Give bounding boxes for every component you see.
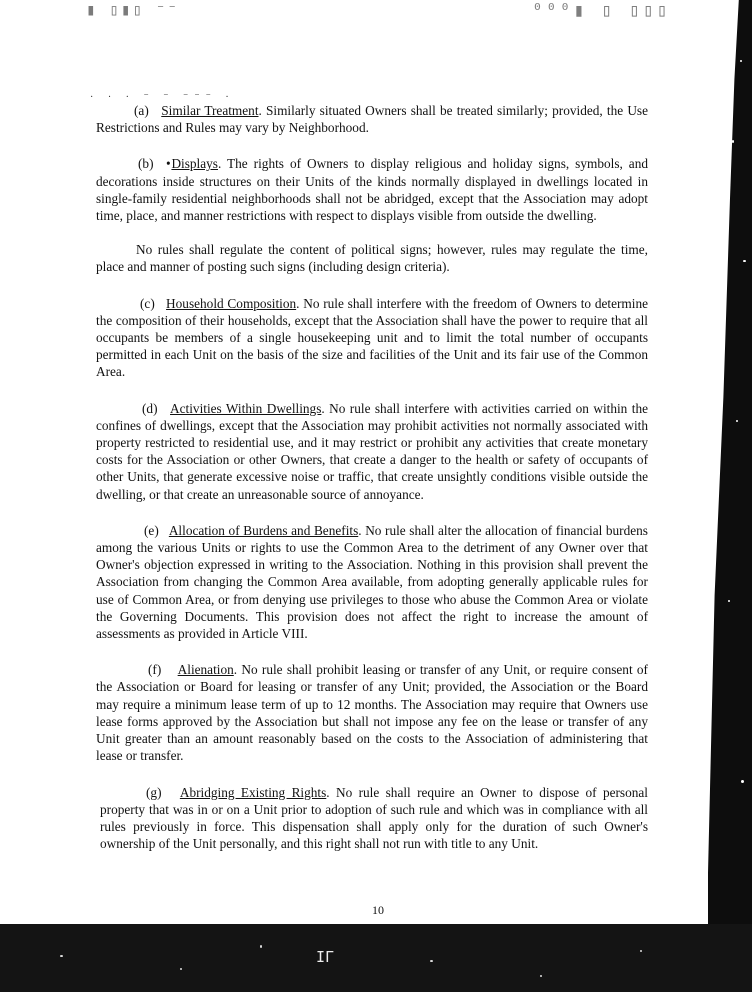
scan-speck [180, 968, 182, 970]
scan-speck [260, 945, 262, 948]
page-number: 10 [372, 903, 384, 917]
paragraph-b-note [96, 241, 648, 275]
paragraph-f-body: . No rule shall prohibit leasing or transfer of any Unit, or require consent of the Association or Board for leasing or transfer of any Unit; provided, the Association or the Board may require a minimum lease term of up to 12 months. The Association may require that Owners use lease forms approved by the Association but shall not impose any fee on the lease or transfer of any Unit greater than an amount reasonably based on the costs to the Association of administering that lease or transfer. [96, 662, 648, 764]
paragraph-f-title: Alienation [177, 662, 234, 678]
paragraph-d-body: . No rule shall interfere with activities carried on within the confines of dwellings, except that the Association may prohibit activities not normally associated with property restricted to residential use, and it may restrict or prohibit any activities that create monetary costs for the Association or other Owners, that create a danger to the health or safety of occupants of other Units, that generate excessive noise or traffic, that create unsightly conditions visible outside the dwelling, or that create an unreasonable source of annoyance. [96, 400, 648, 502]
scan-footer-mark: ΙΓ [316, 948, 335, 966]
paragraph-c [96, 295, 648, 381]
scan-speck [60, 955, 63, 957]
scan-speck [732, 140, 734, 143]
paragraph-a-title: Similar Treatment [161, 103, 259, 118]
paragraph-b [96, 155, 648, 224]
paragraph-d-title: Activities Within Dwellings [170, 400, 322, 416]
paragraph-e-title: Allocation of Burdens and Benefits [168, 522, 359, 538]
paragraph-g [96, 784, 648, 853]
scan-speck [740, 60, 742, 62]
paragraph-b-title: Displays [171, 156, 218, 172]
paragraph-e-body: . No rule shall alter the allocation of financial burdens among the various Units or rights to use the Common Area to the detriment of any Owner over that Owner's objection expressed in writing to the Association. Nothing in this provision shall prevent the Association from changing the Common Area available, from adopting generally applicable rules for use of Common Area, or from denying use privileges to those who abuse the Common Area or violate the Governing Documents. This provision does not affect the right to increase the amount of assessments as provided in Article VIII. [96, 522, 648, 642]
scan-stamp-left: ▮ ▯▮▯ ⁻⁻ [86, 0, 180, 19]
paragraph-f-label: (f) [148, 662, 162, 678]
paragraph-b-bullet: • [166, 156, 171, 172]
paragraph-b-label: (b) [138, 156, 154, 172]
paragraph-e-label: (e) [144, 522, 159, 538]
paragraph-c-body: . No rule shall interfere with the freedom of Owners to determine the composition of their households, except that the Association shall have the power to require that all occupants be members of a single housekeeping unit and to limit the total number of occupants permitted in each Unit on the basis of the size and facilities of the Unit and its fair use of the Common Area. [96, 295, 648, 380]
scan-speck [430, 960, 433, 962]
paragraph-f [96, 661, 648, 764]
scan-bottom-shadow [0, 924, 752, 992]
scan-dash-marks: · · · ⁻ ⁻ ⁻⁻⁻ · [90, 92, 235, 103]
paragraph-a [96, 102, 648, 136]
paragraph-a-label: (a) [134, 103, 149, 118]
scan-speck [640, 950, 642, 952]
paragraph-c-title: Household Composition [166, 295, 297, 311]
paragraph-g-title: Abridging Existing Rights [179, 784, 327, 800]
scan-speck [728, 600, 730, 602]
paragraph-b-note-body: No rules shall regulate the content of political signs; however, rules may regulate the time, place and manner of posting such signs (including design criteria). [96, 242, 648, 275]
document-body [96, 102, 648, 852]
paragraph-g-body: . No rule shall require an Owner to dispose of personal property that was in or on a Unit prior to adoption of such rule and which was in compliance with all rules previously in force. This dispensation shall apply only for the duration of such Owner's ownership of the Unit personally, and this right shall not run with title to any Unit. [100, 784, 648, 852]
paragraph-c-label: (c) [140, 295, 155, 311]
scan-stamp-right: ⁰⁰⁰▮ ▯ ▯▯▯ [532, 0, 671, 21]
paragraph-e [96, 522, 648, 642]
paragraph-a-body: . Similarly situated Owners shall be treated similarly; provided, the Use Restrictions and Rules may vary by Neighborhood. [96, 103, 648, 136]
paragraph-g-label: (g) [146, 784, 162, 800]
scan-speck [736, 420, 738, 422]
scan-speck [741, 780, 744, 783]
scan-speck [743, 260, 746, 262]
paragraph-b-body: . The rights of Owners to display religious and holiday signs, symbols, and decorations inside structures on their Units of the kinds normally displayed in dwellings located in single-family residential neighborhoods shall not be abridged, except that the Association may adopt time, place, and manner restrictions with respect to displays visible from outside the dwelling. [96, 156, 648, 224]
paragraph-d [96, 400, 648, 503]
scan-speck [540, 975, 542, 977]
paragraph-d-label: (d) [142, 400, 158, 416]
scan-edge-shadow [708, 0, 752, 992]
